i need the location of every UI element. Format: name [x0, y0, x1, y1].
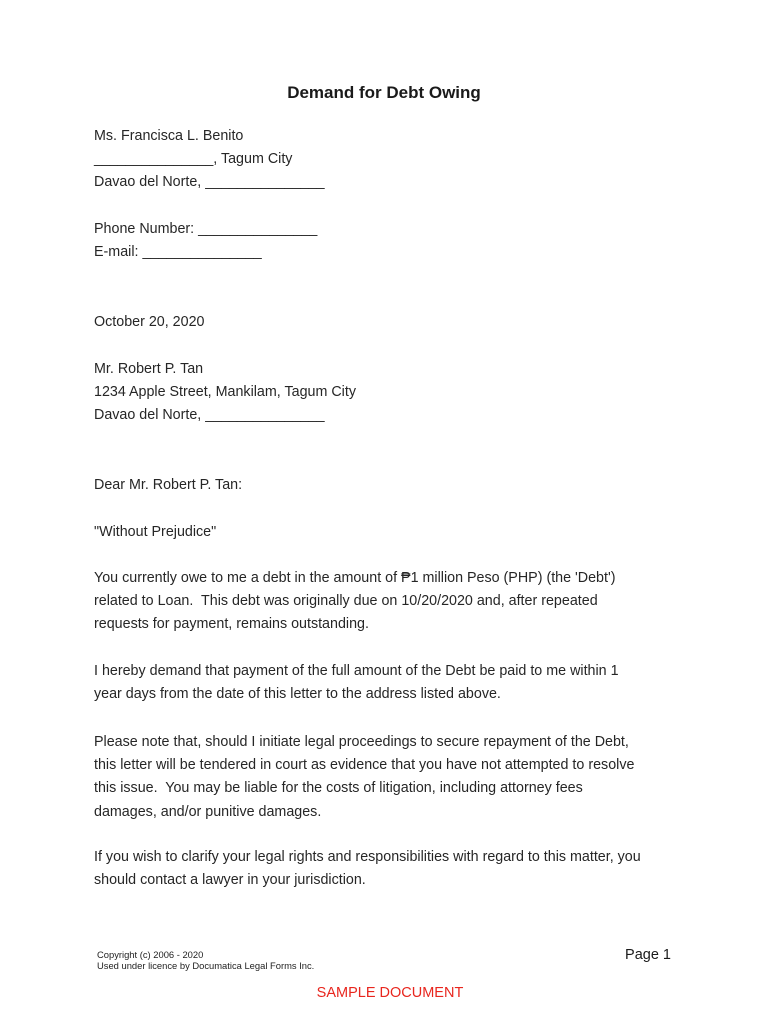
sender-name: Ms. Francisca L. Benito	[94, 128, 244, 144]
paragraph-line: I hereby demand that payment of the full amount of the Debt be paid to me within 1	[94, 663, 619, 679]
paragraph-line: this letter will be tendered in court as evidence that you have not attempted to resolve	[94, 757, 635, 774]
sender-contact-block	[94, 218, 694, 264]
paragraph-line: If you wish to clarify your legal rights and responsibilities with regard to this matter, you	[94, 849, 641, 865]
paragraph-line: related to Loan. This debt was originally due on 10/20/2020 and, after repeated	[94, 593, 598, 610]
without-prejudice: "Without Prejudice"	[94, 524, 217, 540]
recipient-block	[94, 358, 694, 428]
recipient-street: 1234 Apple Street, Mankilam, Tagum City	[94, 384, 356, 401]
sender-email: E-mail: _______________	[94, 244, 262, 261]
recipient-name: Mr. Robert P. Tan	[94, 361, 204, 377]
without-prejudice-block	[94, 521, 694, 544]
paragraph-line: requests for payment, remains outstanding.	[94, 616, 369, 633]
sender-province: Davao del Norte, _______________	[94, 174, 325, 191]
paragraph-line: this issue. You may be liable for the costs of litigation, including attorney fees	[94, 780, 583, 797]
copyright-text: Copyright (c) 2006 - 2020	[97, 949, 204, 960]
paragraph-line: You currently owe to me a debt in the amount of ₱1 million Peso (PHP) (the 'Debt')	[94, 570, 616, 586]
page-number: Page 1	[625, 947, 671, 963]
footer-copyright	[97, 950, 314, 971]
paragraph-contact-lawyer	[94, 846, 694, 892]
paragraph-line: Please note that, should I initiate legal proceedings to secure repayment of the Debt,	[94, 734, 629, 750]
sender-block	[94, 125, 694, 195]
salutation-block	[94, 474, 694, 497]
paragraph-line: damages, and/or punitive damages.	[94, 803, 322, 820]
paragraph-line: should contact a lawyer in your jurisdiction.	[94, 872, 366, 889]
salutation: Dear Mr. Robert P. Tan:	[94, 477, 243, 493]
licence-text: Used under licence by Documatica Legal Forms Inc.	[97, 959, 315, 971]
paragraph-line: year days from the date of this letter to the address listed above.	[94, 686, 501, 703]
sample-document-watermark: SAMPLE DOCUMENT	[316, 985, 464, 1001]
letter-date: October 20, 2020	[94, 314, 205, 330]
recipient-province: Davao del Norte, _______________	[94, 407, 325, 424]
paragraph-legal-proceedings	[94, 731, 694, 824]
letter-date-block	[94, 311, 694, 334]
document-title: Demand for Debt Owing	[287, 83, 481, 102]
sender-address: _______________, Tagum City	[94, 151, 293, 168]
sender-phone: Phone Number: _______________	[94, 221, 318, 237]
paragraph-debt-owed	[94, 567, 694, 637]
paragraph-payment-demand	[94, 660, 694, 706]
